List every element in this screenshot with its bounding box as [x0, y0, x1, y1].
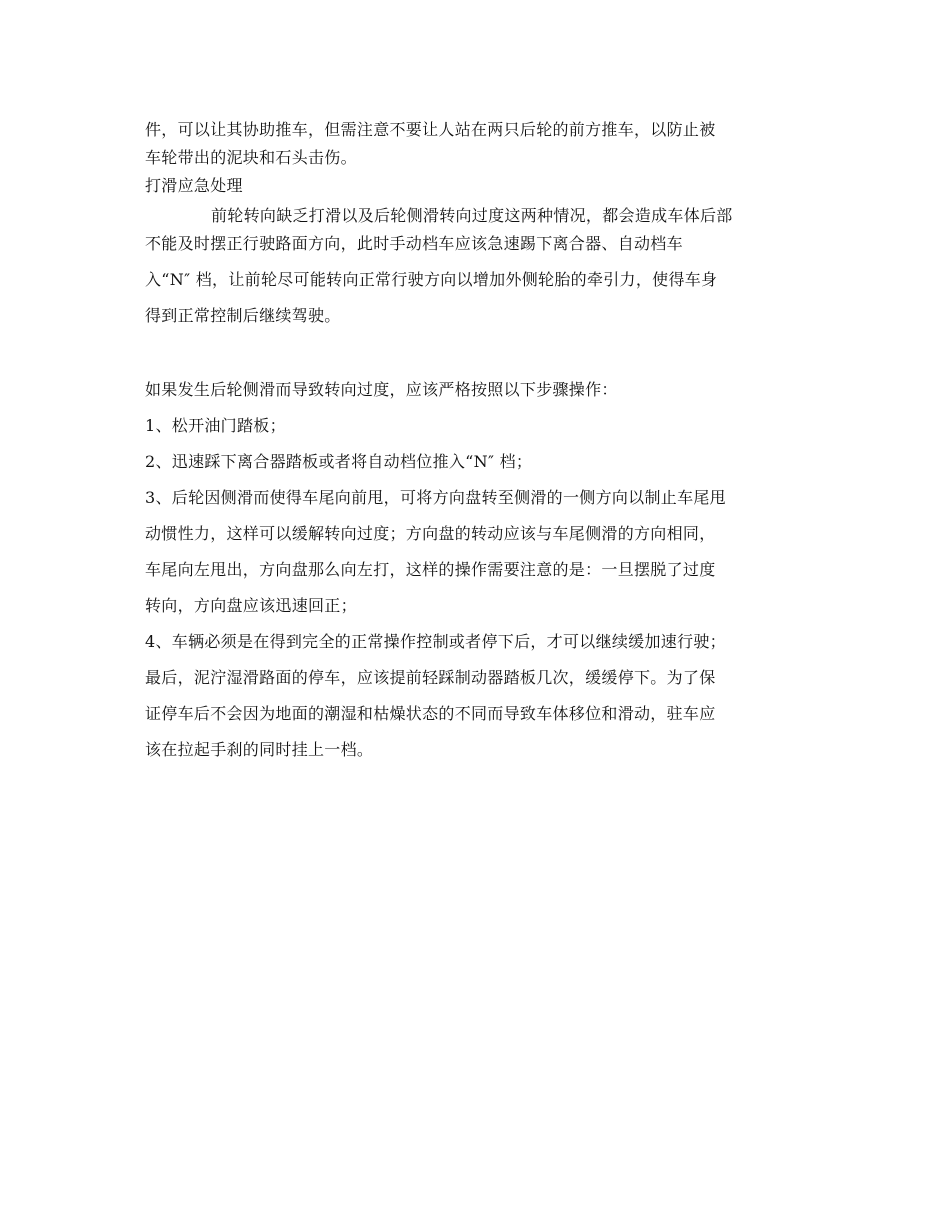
step-3-line-4: 转向，方向盘应该迅速回正； [145, 596, 357, 615]
step-3-line-3: 车尾向左甩出，方向盘那么向左打，这样的操作需要注意的是：一旦摆脱了过度 [145, 560, 716, 579]
intro-line-2: 车轮带出的泥块和石头击伤。 [145, 148, 357, 167]
step-4-line-1: 4、车辆必须是在得到完全的正常操作控制或者停下后，才可以继续缓加速行驶； [145, 632, 726, 651]
step-4-line-2: 最后，泥泞湿滑路面的停车，应该提前轻踩制动器踏板几次，缓缓停下。为了保 [145, 668, 716, 687]
intro-line-1: 件，可以让其协助推车，但需注意不要让人站在两只后轮的前方推车，以防止被 [145, 120, 716, 139]
step-4-line-3: 证停车后不会因为地面的潮湿和枯燥状态的不同而导致车体移位和滑动，驻车应 [145, 704, 716, 723]
step-1: 1、松开油门踏板； [145, 416, 286, 435]
paragraph-2: 如果发生后轮侧滑而导致转向过度，应该严格按照以下步骤操作： [145, 380, 618, 399]
paragraph-1-line-4: 得到正常控制后继续驾驶。 [145, 306, 341, 325]
section-heading: 打滑应急处理 [145, 176, 243, 195]
step-3-line-2: 动惯性力，这样可以缓解转向过度；方向盘的转动应该与车尾侧滑的方向相同， [145, 524, 716, 543]
paragraph-1-line-2: 不能及时摆正行驶路面方向，此时手动档车应该急速踢下离合器、自动档车 [145, 234, 683, 253]
step-2: 2、迅速踩下离合器踏板或者将自动档位推入“N″ 档； [145, 452, 533, 471]
step-3-line-1: 3、后轮因侧滑而使得车尾向前甩，可将方向盘转至侧滑的一侧方向以制止车尾甩 [145, 488, 726, 507]
document-body [145, 116, 810, 764]
blank-line [145, 330, 810, 368]
step-4-line-4: 该在拉起手刹的同时挂上一档。 [145, 740, 374, 759]
paragraph-1-line-3: 入“N″ 档，让前轮尽可能转向正常行驶方向以增加外侧轮胎的牵引力，使得车身 [145, 270, 718, 289]
paragraph-1-line-1: 前轮转向缺乏打滑以及后轮侧滑转向过度这两种情况，都会造成车体后部 [211, 206, 733, 225]
